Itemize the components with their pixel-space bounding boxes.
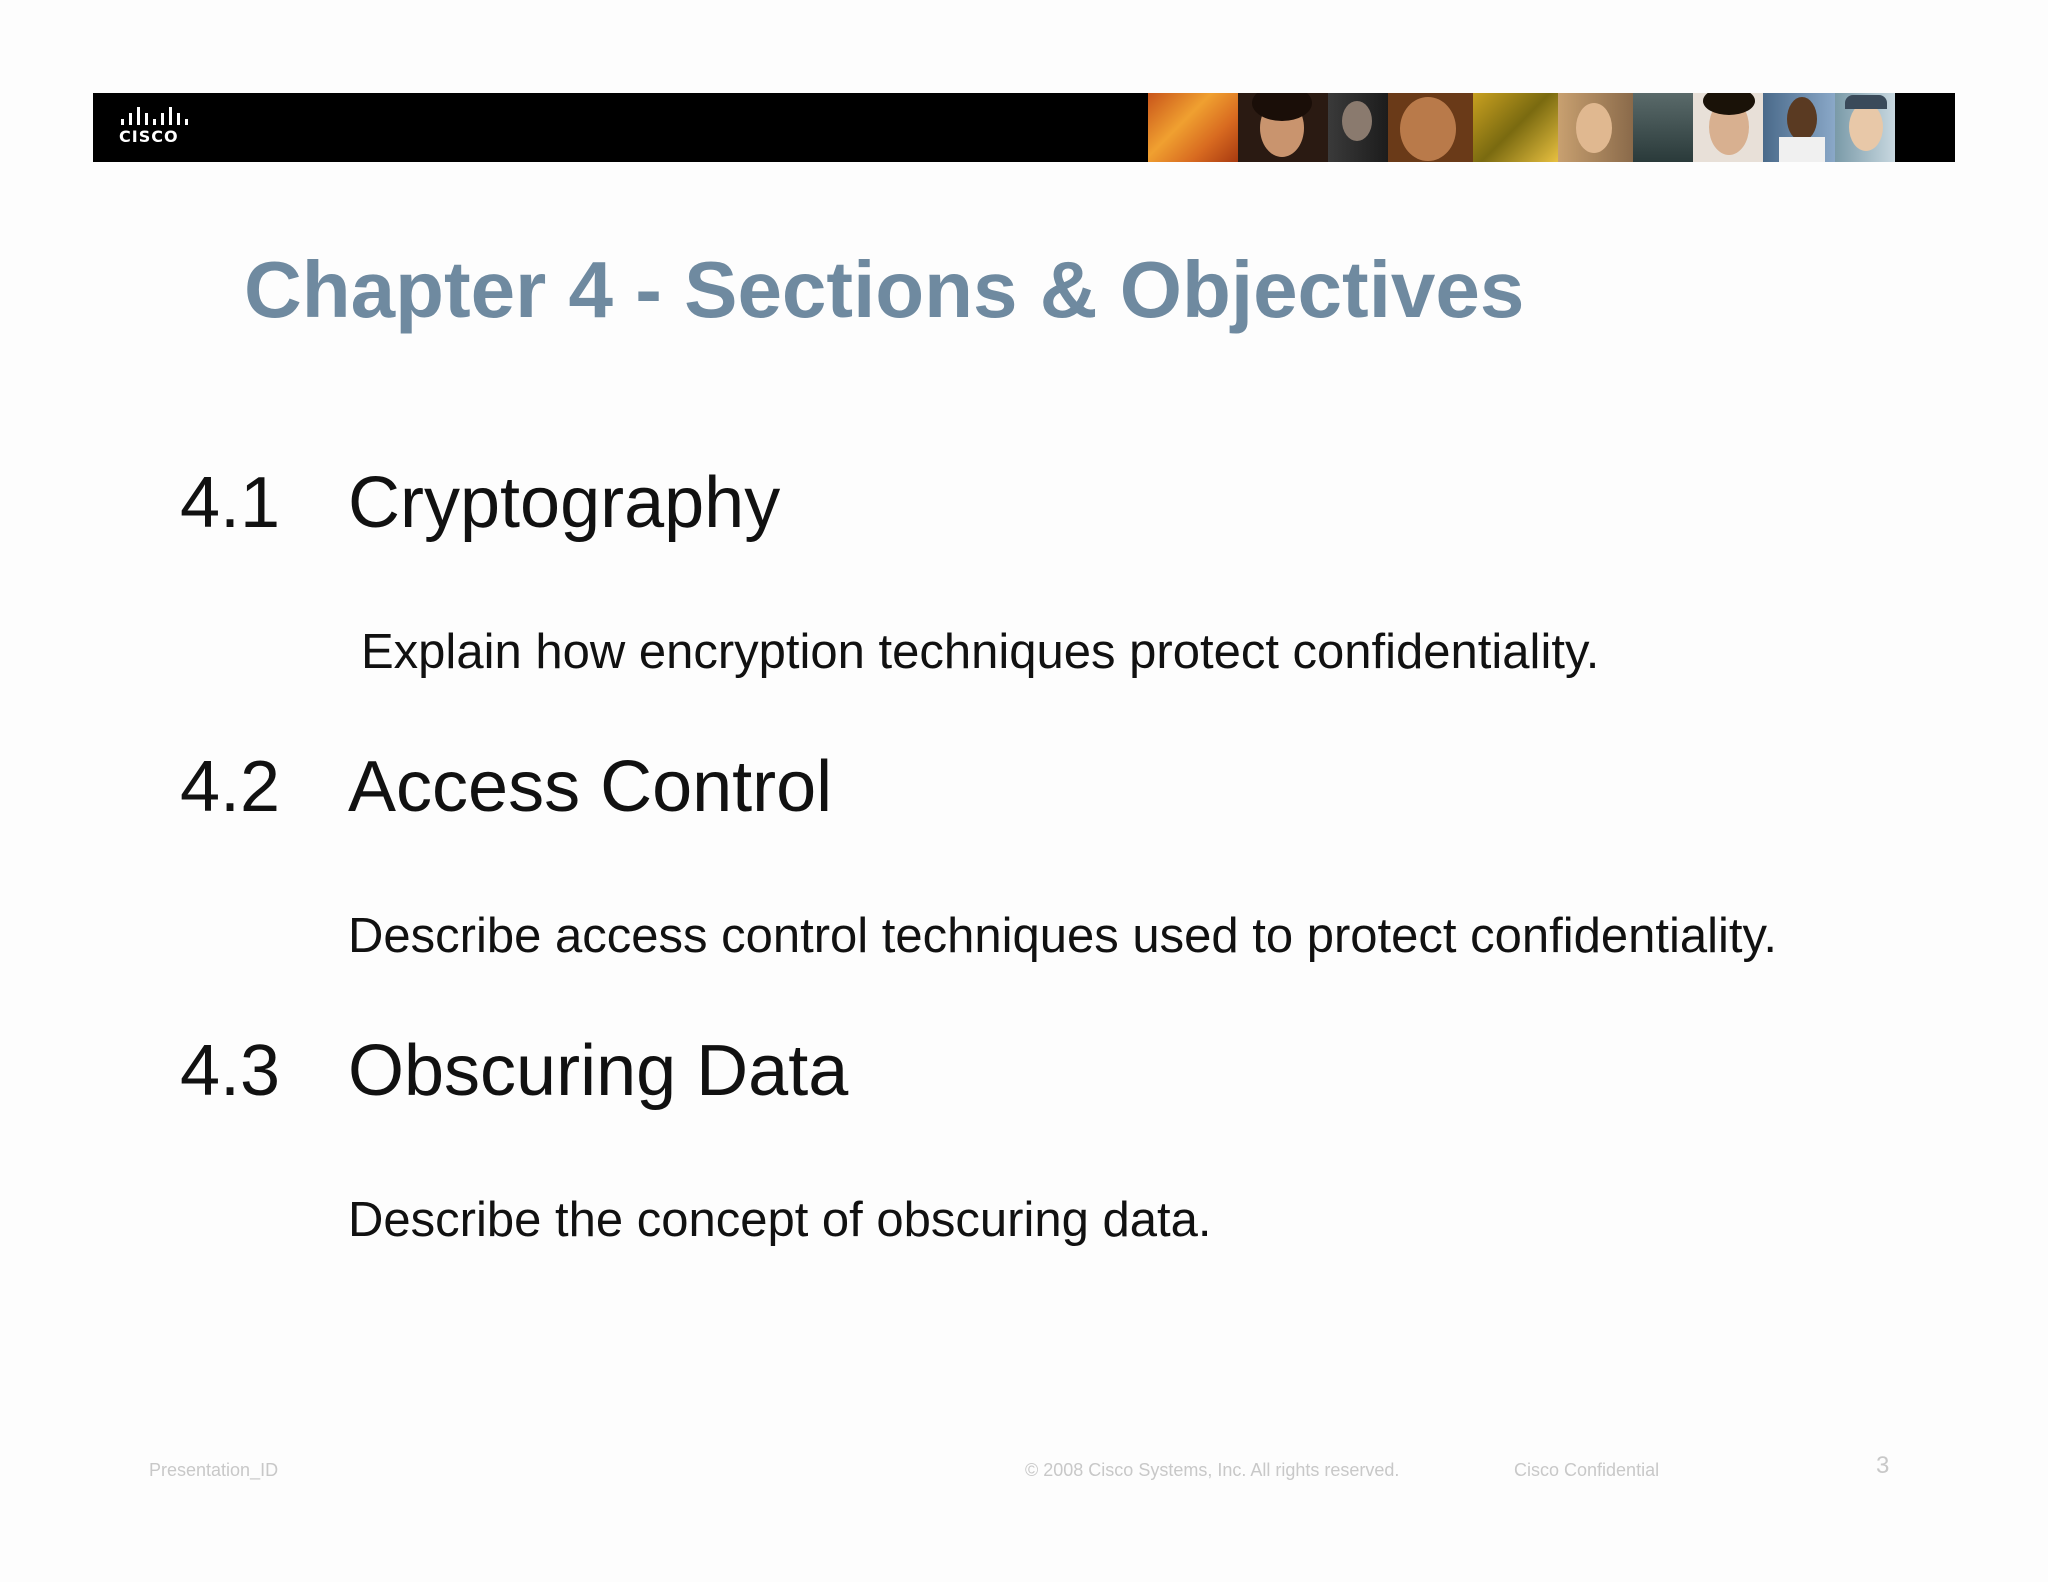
section-objective: Describe the concept of obscuring data. — [348, 1193, 1212, 1247]
section-number: 4.3 — [180, 1031, 281, 1111]
section-title: Cryptography — [348, 463, 781, 543]
cisco-logo-icon — [119, 105, 209, 153]
page-number: 3 — [1876, 1452, 1890, 1479]
section-number: 4.2 — [180, 747, 281, 827]
slide-title: Chapter 4 - Sections & Objectives — [244, 245, 1525, 334]
cisco-logo-text: CISCO — [119, 127, 179, 146]
section-title: Obscuring Data — [348, 1031, 849, 1111]
section-objective: Describe access control techniques used to protect confidentiality. — [348, 909, 1778, 963]
footer-copyright: © 2008 Cisco Systems, Inc. All rights reserved. — [1025, 1460, 1400, 1480]
section-number: 4.1 — [180, 463, 281, 543]
header-banner — [93, 93, 1955, 162]
footer-presentation-id: Presentation_ID — [149, 1460, 279, 1480]
people-photo-strip-icon — [1148, 93, 1955, 162]
section-objective: Explain how encryption techniques protect confidentiality. — [361, 625, 1600, 679]
footer-confidential: Cisco Confidential — [1514, 1460, 1660, 1480]
cisco-bars-icon — [119, 105, 209, 125]
section-title: Access Control — [348, 747, 833, 827]
